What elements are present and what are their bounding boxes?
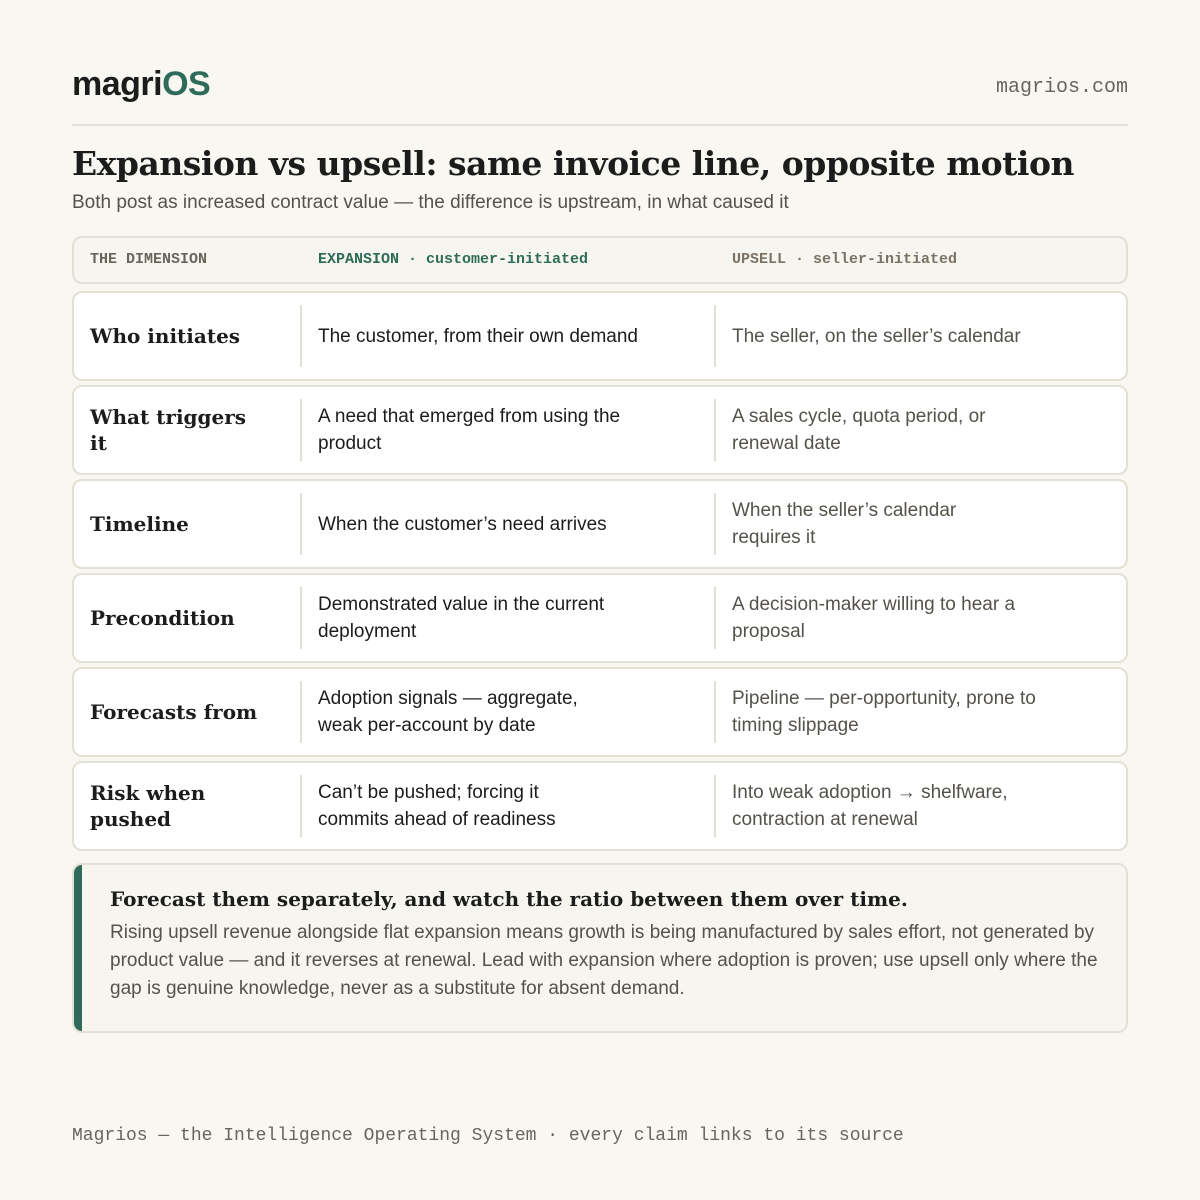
row-dimension: Who initiates [90, 324, 241, 348]
divider [714, 775, 716, 837]
table-row [72, 385, 1128, 475]
callout-accent-bar [74, 865, 82, 1031]
divider [300, 305, 302, 367]
divider [300, 681, 302, 743]
row-expansion-cell: A need that emerged from using the product [318, 406, 621, 454]
row-expansion-cell: Demonstrated value in the current deployment [318, 594, 605, 642]
page-subtitle: Both post as increased contract value — the difference is upstream, in what caused it [72, 192, 789, 213]
column-header-upsell: UPSELL · seller-initiated [732, 251, 958, 268]
callout-title: Forecast them separately, and watch the ratio between them over time. [110, 887, 908, 911]
divider [300, 399, 302, 461]
logo-text-magri: magri [72, 65, 163, 103]
row-expansion-cell: The customer, from their own demand [318, 325, 638, 347]
row-upsell-cell: When the seller’s calendar requires it [732, 500, 957, 548]
row-upsell-cell: A decision-maker willing to hear a proposal [732, 594, 1016, 642]
row-dimension: Forecasts from [90, 700, 258, 724]
row-upsell-cell: The seller, on the seller’s calendar [732, 325, 1021, 347]
row-dimension: What triggers it [90, 405, 247, 455]
row-upsell-cell: Into weak adoption → shelfware, contraction at renewal [732, 782, 1008, 830]
divider [714, 399, 716, 461]
logo[interactable] [72, 64, 210, 104]
row-dimension: Timeline [90, 512, 189, 536]
divider [714, 587, 716, 649]
row-upsell-cell: Pipeline — per-opportunity, prone to timing slippage [732, 688, 1036, 736]
footer-tagline: Magrios — the Intelligence Operating System · every claim links to its source [72, 1126, 904, 1146]
callout-box [72, 863, 1128, 1033]
row-expansion-cell: Can’t be pushed; forcing it commits ahead of readiness [318, 782, 556, 830]
callout-body: Rising upsell revenue alongside flat expansion means growth is being manufactured by sales effort, not generated by product value — and it reverses at renewal. Lead with expansion where adoption is proven; use upsell only where the gap is genuine knowledge, never as a substitute for absent demand. [110, 922, 1098, 999]
site-link[interactable]: magrios.com [995, 76, 1128, 99]
divider [714, 493, 716, 555]
row-dimension: Risk when pushed [90, 781, 206, 831]
divider [300, 587, 302, 649]
row-expansion-cell: When the customer’s need arrives [318, 513, 607, 535]
row-expansion-cell: Adoption signals — aggregate, weak per-account by date [318, 688, 578, 736]
row-dimension: Precondition [90, 606, 235, 630]
page-title: Expansion vs upsell: same invoice line, opposite motion [72, 144, 1074, 183]
divider [300, 493, 302, 555]
divider [714, 681, 716, 743]
table-row [72, 667, 1128, 757]
logo-text-os: OS [162, 65, 211, 103]
table-row [72, 291, 1128, 381]
table-row [72, 479, 1128, 569]
header [72, 64, 1128, 126]
column-header-dimension: THE DIMENSION [90, 251, 208, 268]
column-header-expansion: EXPANSION · customer-initiated [318, 251, 589, 268]
row-upsell-cell: A sales cycle, quota period, or renewal date [732, 406, 986, 454]
table-header [72, 236, 1128, 284]
table-row [72, 573, 1128, 663]
table-row [72, 761, 1128, 851]
divider [714, 305, 716, 367]
divider [300, 775, 302, 837]
